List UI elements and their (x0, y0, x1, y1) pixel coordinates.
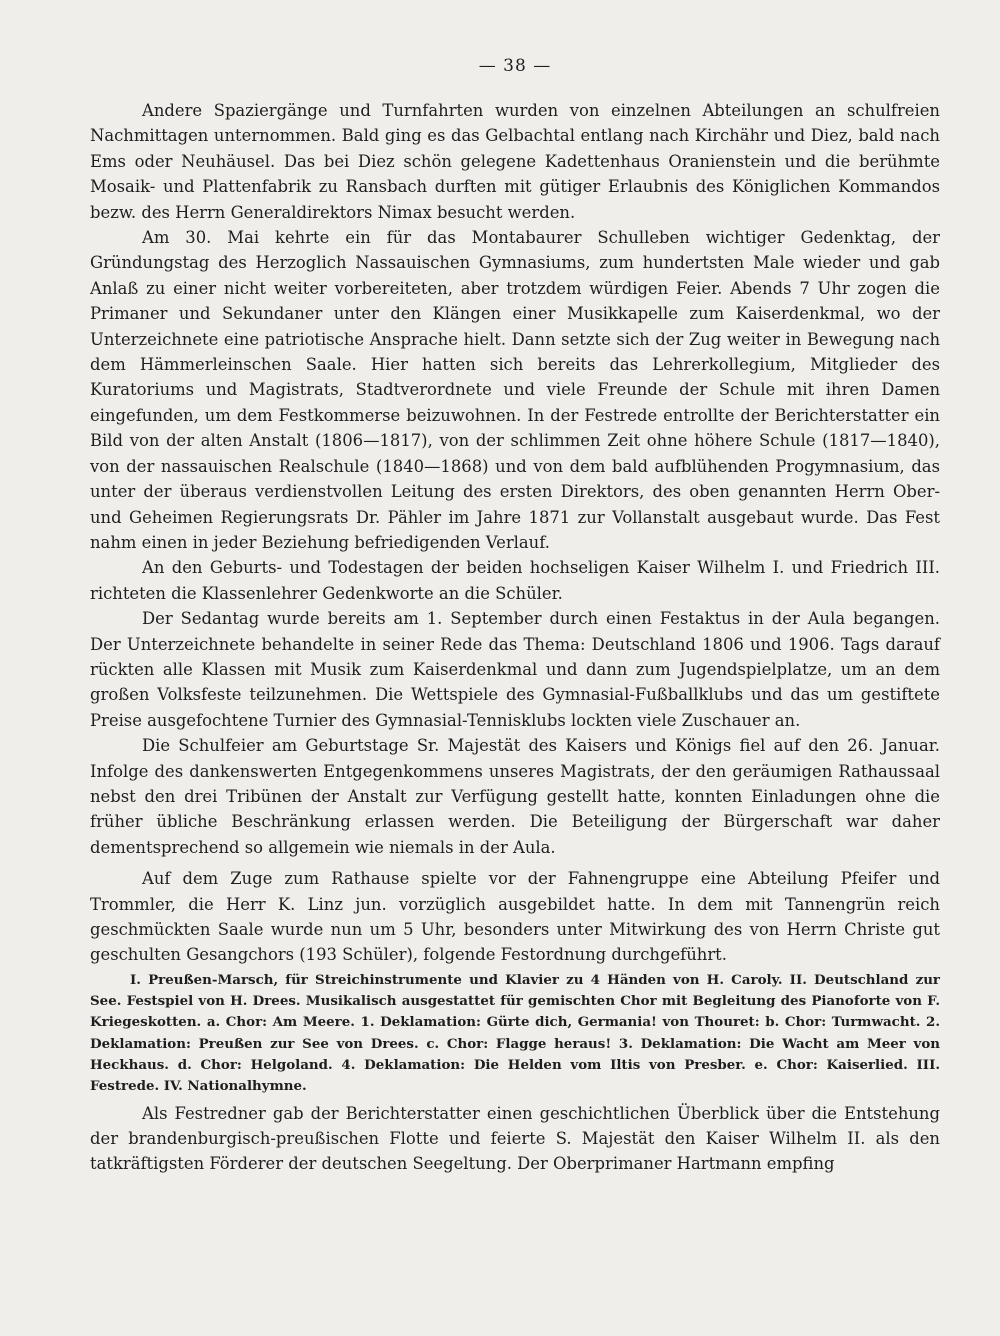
paragraph-closing: Als Festredner gab der Berichterstatter einen geschichtlichen Überblick über die Entstehung der brandenburgisch-preußischen Flotte und feierte S. Majestät den Kaiser Wilhelm II. als den tatkräftigsten Förderer der deutschen Seegeltung. Der Oberprimaner Hartmann empfing (90, 1103, 940, 1174)
page-number: — 38 — (478, 56, 552, 76)
paragraph-founding-day: Am 30. Mai kehrte ein für das Montabaurer Schulleben wichtiger Gedenktag, der Gründungstag des Herzoglich Nassauischen Gymnasiums, zum hundertsten Male wieder und gab Anlaß zu einer nicht weiter vorbereiteten, aber trotzdem würdigen Feier. Abends 7 Uhr zogen die Primaner und Sekundaner unter den Klängen einer Musikkapelle zum Kaiserdenkmal, wo der Unterzeichnete eine patriotische Ansprache hielt. Dann setzte sich der Zug weiter in Bewegung nach dem Hämmerleinschen Saale. Hier hatten sich bereits das Lehrerkollegium, Mitglieder des Kuratoriums und Magistrats, Stadtverordnete und viele Freunde der Schule mit ihren Damen eingefunden, um dem Festkommerse beizuwohnen. In der Festrede entrollte der Berichterstatter ein Bild von der alten Anstalt (1806—1817), von der schlimmen Zeit ohne höhere Schule (1817—1840), von der nassauischen Realschule (1840—1868) und von dem bald aufblühenden Progymnasium, das unter der überaus verdienstvollen Leitung des ersten Direktors, des oben genannten Herrn Ober- und Geheimen Regierungsrats Dr. Pähler im Jahre 1871 zur Vollanstalt ausgebaut wurde. Das Fest nahm einen in jeder Beziehung befriedigenden Verlauf. (90, 228, 940, 552)
paragraph-excursions: Andere Spaziergänge und Turnfahrten wurden von einzelnen Abteilungen an schulfreien Nachmittagen unternommen. Bald ging es das Gelbachtal entlang nach Kirchähr und Diez, bald nach Ems oder Neuhäusel. Das bei Diez schön gelegene Kadettenhaus Oranienstein und die berühmte Mosaik- und Plattenfabrik zu Ransbach durften mit gütiger Erlaubnis des Königlichen Kommandos bezw. des Herrn Generaldirektors Nimax besucht werden. (90, 101, 940, 222)
paragraph-sedan-day: Der Sedantag wurde bereits am 1. September durch einen Festaktus in der Aula begangen. Der Unterzeichnete behandelte in seiner Rede das Thema: Deutschland 1806 und 1906. Tags darauf rückten alle Klassen mit Musik zum Kaiserdenkmal und dann zum Jugendspielplatze, um an dem großen Volksfeste teilzunehmen. Die Wettspiele des Gymnasial-Fußballklubs und das um gestiftete Preise ausgefochtene Turnier des Gymnasial-Tennisklubs lockten viele Zuschauer an. (90, 609, 940, 730)
paragraph-emperor-birthday: Die Schulfeier am Geburtstage Sr. Majestät des Kaisers und Königs fiel auf den 26. Januar. Infolge des dankenswerten Entgegenkommens unseres Magistrats, der den geräumigen Rathaussaal nebst den drei Tribünen der Anstalt zur Verfügung gestellt hatte, konnten Einladungen ohne die früher übliche Beschränkung erlassen werden. Die Beteiligung der Bürgerschaft war daher dementsprechend so allgemein wie niemals in der Aula. (90, 736, 940, 857)
festival-program: I. Preußen-Marsch, für Streichinstrumente und Klavier zu 4 Händen von H. Caroly. II. Deutschland zur See. Festspiel von H. Drees. Musikalisch ausgestattet für gemischten Chor mit Begleitung des Pianoforte von F. Kriegeskotten. a. Chor: Am Meere. 1. Deklamation: Gürte dich, Germania! von Thouret: b. Chor: Turmwacht. 2. Deklamation: Preußen zur See von Drees. c. Chor: Flagge heraus! 3. Deklamation: Die Wacht am Meer von Heckhaus. d. Chor: Helgoland. 4. Deklamation: Die Helden vom Iltis von Presber. e. Chor: Kaiserlied. III. Festrede. IV. Nationalhymne. (90, 971, 940, 1095)
paragraph-procession: Auf dem Zuge zum Rathause spielte vor der Fahnengruppe eine Abteilung Pfeifer und Trommler, die Herr K. Linz jun. vorzüglich ausgebildet hatte. In dem mit Tannengrün reich geschmückten Saale wurde nun um 5 Uhr, besonders unter Mitwirkung des von Herrn Christe gut geschulten Gesangchors (193 Schüler), folgende Festordnung durchgeführt. (90, 869, 940, 965)
paragraph-emperor-memorial: An den Geburts- und Todestagen der beiden hochseligen Kaiser Wilhelm I. und Friedrich III. richteten die Klassenlehrer Gedenkworte an die Schüler. (90, 558, 940, 603)
